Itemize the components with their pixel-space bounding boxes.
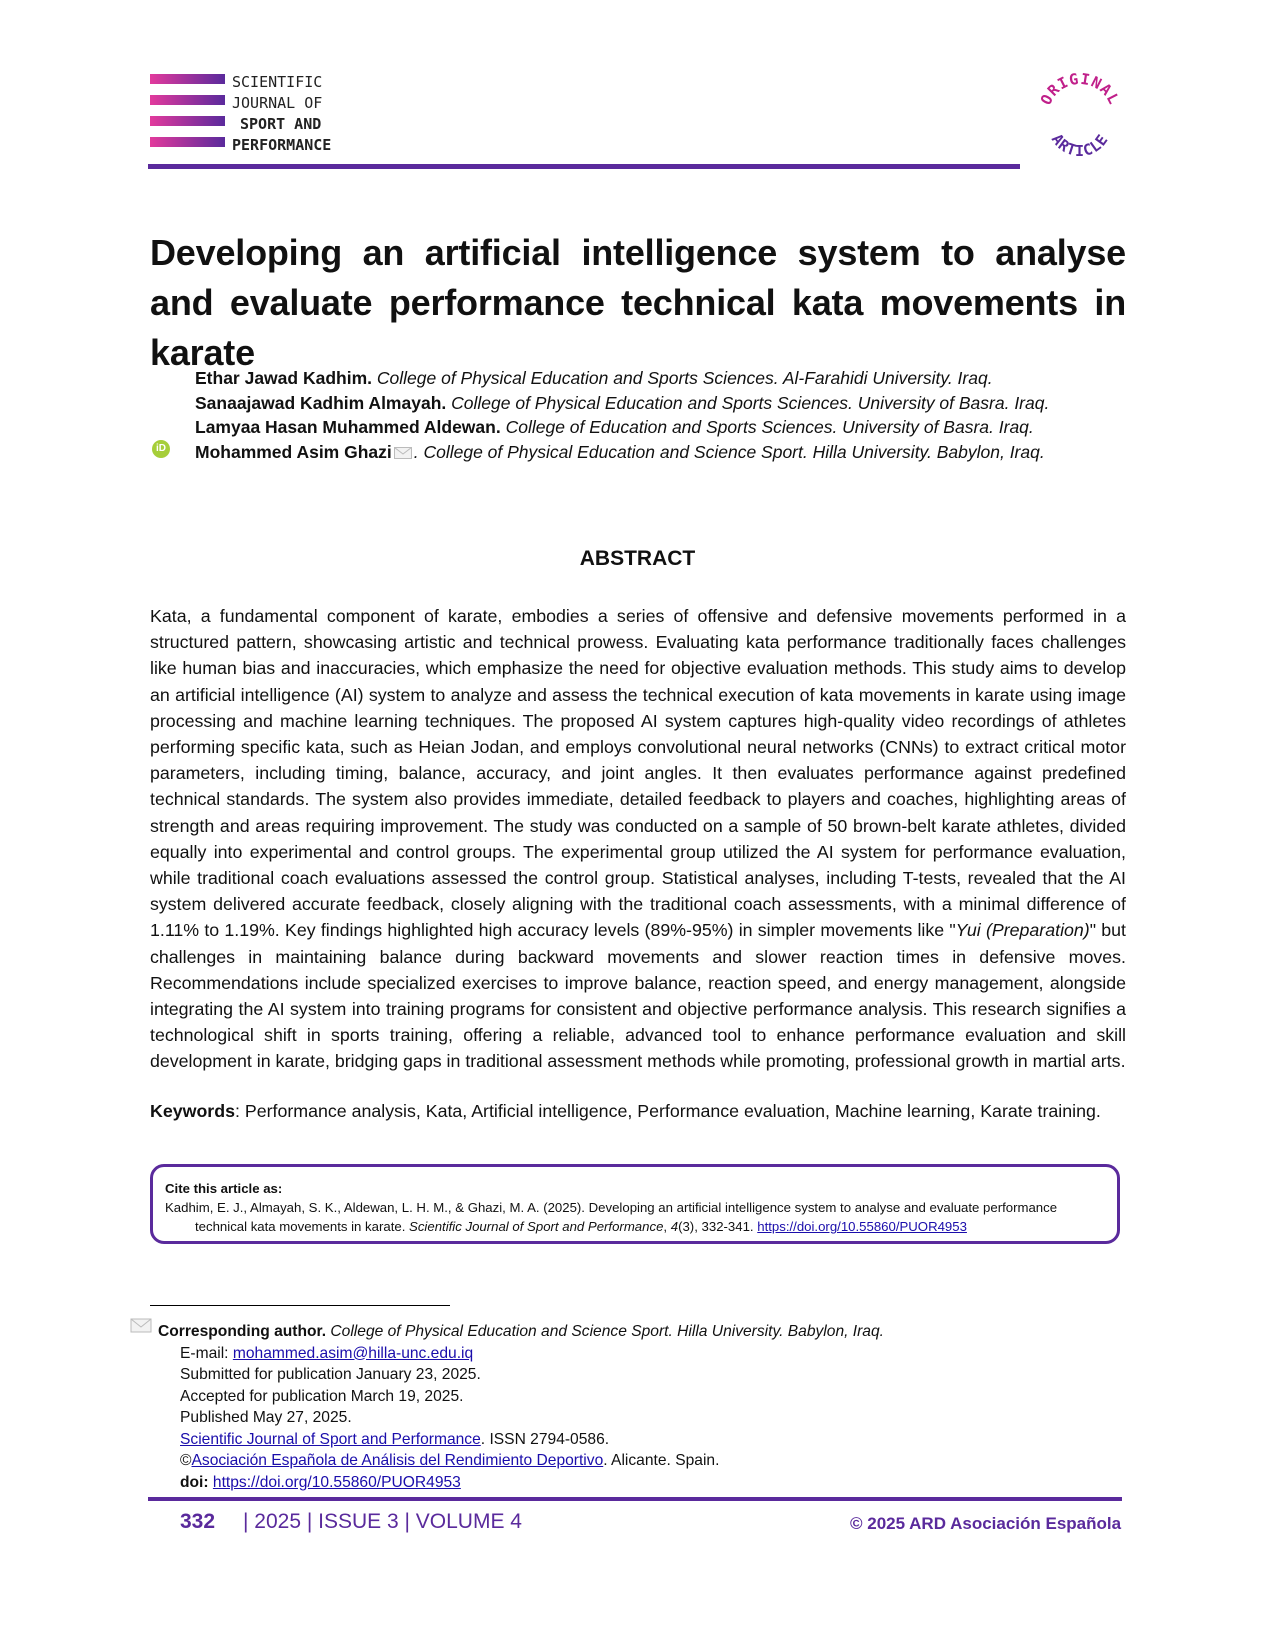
- society-line: [158, 1450, 1098, 1472]
- abstract-italic-term: Yui (Preparation): [955, 920, 1090, 941]
- footer-rule: [148, 1497, 1122, 1501]
- keywords-text: : Performance analysis, Kata, Artificial intelligence, Performance evaluation, Machine learning, Karate training.: [234, 1101, 1101, 1121]
- citation-sep: ,: [663, 1219, 671, 1234]
- svg-text:ARTICLE: [1048, 131, 1112, 160]
- author-affiliation: College of Physical Education and Sports Sciences. Al-Farahidi University. Iraq.: [376, 368, 993, 388]
- corresponding-author-line: [158, 1321, 1098, 1343]
- abstract-text: " but challenges in maintaining balance during backward movements and slower reaction times in defensive moves. Recommendations include specialized exercises to improve balance, reaction speed, and energy management, alongside integrating the AI system into training programs for consistent and objective performance analysis. This research signifies a technological shift in sports training, offering a reliable, advanced tool to enhance performance evaluation and skill development in karate, bridging gaps in traditional assessment methods while promoting, professional growth in martial arts.: [150, 920, 1126, 1072]
- citation-journal: Scientific Journal of Sport and Performance: [409, 1219, 664, 1234]
- article-title: Developing an artificial intelligence system to analyse and evaluate performance technical kata movements in karate: [150, 232, 1126, 373]
- logo-line: PERFORMANCE: [232, 136, 332, 154]
- citation-text: [165, 1198, 1105, 1236]
- logo-line: JOURNAL OF: [232, 94, 323, 112]
- email-line: [158, 1343, 1098, 1365]
- citation-box: [150, 1164, 1120, 1244]
- logo-line: SPORT AND: [240, 115, 322, 133]
- author-affiliation: College of Physical Education and Sports Sciences. University of Basra. Iraq.: [451, 392, 1050, 413]
- author-name: Mohammed Asim Ghazi: [195, 441, 392, 462]
- logo-line: SCIENTIFIC: [232, 73, 323, 91]
- citation-label: Cite this article as:: [165, 1181, 283, 1196]
- journal-link[interactable]: Scientific Journal of Sport and Performance: [180, 1430, 481, 1448]
- page-number: 332: [180, 1510, 216, 1533]
- author-entry: [195, 440, 1095, 465]
- submitted-date: Submitted for publication January 23, 2025.: [180, 1366, 481, 1383]
- envelope-icon: [130, 1316, 152, 1334]
- journal-logo-text: [232, 72, 331, 156]
- badge-bottom-text: ARTICLE: [1047, 130, 1113, 160]
- email-label: E-mail:: [180, 1344, 233, 1362]
- issn-text: . ISSN 2794-0586.: [480, 1430, 610, 1448]
- citation-pages: (3), 332-341.: [678, 1219, 758, 1234]
- citation-doi-link[interactable]: https://doi.org/10.55860/PUOR4953: [757, 1219, 967, 1234]
- accepted-date: Accepted for publication March 19, 2025.: [180, 1387, 464, 1405]
- keywords-label: Keywords: [150, 1101, 235, 1121]
- location-text: . Alicante. Spain.: [603, 1452, 720, 1469]
- logo-bar: [150, 74, 225, 84]
- orcid-icon[interactable]: iD: [152, 440, 170, 458]
- original-article-badge: [1030, 66, 1130, 166]
- header-rule: [148, 164, 1020, 169]
- copyright-symbol: ©: [180, 1452, 192, 1469]
- issue-info: | 2025 | ISSUE 3 | VOLUME 4: [243, 1510, 522, 1533]
- badge-top-text: ORIGINAL: [1036, 69, 1124, 108]
- author-entry: [195, 366, 1095, 391]
- doi-link[interactable]: https://doi.org/10.55860/PUOR4953: [212, 1473, 461, 1491]
- citation-volume: 4: [670, 1219, 679, 1234]
- svg-text:ORIGINAL: [1037, 70, 1124, 108]
- logo-bar: [150, 116, 225, 126]
- journal-issn-line: [158, 1429, 1098, 1451]
- author-entry: [195, 391, 1095, 416]
- citation-body: Kadhim, E. J., Almayah, S. K., Aldewan, L. H. M., & Ghazi, M. A. (2025). Developing an artificial intelligence system to analyse and evaluate performance technical kata movements in karate.: [165, 1200, 1058, 1234]
- doi-label: doi:: [180, 1473, 213, 1491]
- keywords: [150, 1098, 1126, 1124]
- envelope-icon: [394, 447, 412, 459]
- corresponding-label: Corresponding author.: [158, 1323, 327, 1340]
- author-list: [195, 366, 1095, 464]
- email-link[interactable]: mohammed.asim@hilla-unc.edu.iq: [232, 1344, 474, 1362]
- published-date: Published May 27, 2025.: [180, 1409, 352, 1426]
- author-name: Ethar Jawad Kadhim.: [195, 368, 372, 388]
- author-affiliation: . College of Physical Education and Science Sport. Hilla University. Babylon, Iraq.: [413, 441, 1045, 462]
- logo-bar: [150, 137, 225, 147]
- abstract-body: [150, 603, 1126, 1075]
- author-name: Sanaajawad Kadhim Almayah.: [195, 392, 447, 413]
- abstract-text: Kata, a fundamental component of karate, embodies a series of offensive and defensive movements performed in a structured pattern, showcasing artistic and technical prowess. Evaluating kata performance traditionally faces challenges like human bias and inaccuracies, which emphasize the need for objective evaluation methods. This study aims to develop an artificial intelligence (AI) system to analyze and assess the technical execution of kata movements in karate using image processing and machine learning techniques. The proposed AI system captures high-quality video recordings of athletes performing specific kata, such as Heian Jodan, and employs convolutional neural networks (CNNs) to extract critical motor parameters, including timing, balance, accuracy, and joint angles. It then evaluates performance against predefined technical standards. The system also provides immediate, detailed feedback to players and coaches, highlighting areas of strength and areas requiring improvement. The study was conducted on a sample of 50 brown-belt karate athletes, divided equally into experimental and control groups. The experimental group utilized the AI system for performance evaluation, while traditional coach evaluations assessed the control group. Statistical analyses, including T-tests, revealed that the AI system delivered accurate feedback, closely aligning with the traditional coach assessments, with a minimal difference of 1.11% to 1.19%. Key findings highlighted high accuracy levels (89%-95%) in simpler movements like ": [150, 606, 1126, 941]
- journal-logo-bars: [150, 74, 225, 158]
- doi-line: [158, 1472, 1098, 1494]
- footer-copyright: © 2025 ARD Asociación Española: [850, 1514, 1122, 1533]
- abstract-heading: ABSTRACT: [579, 547, 696, 570]
- footnote-rule: [150, 1305, 450, 1306]
- logo-bar: [150, 95, 225, 105]
- corresponding-affiliation: College of Physical Education and Science Sport. Hilla University. Babylon, Iraq.: [326, 1323, 884, 1340]
- footnote: [158, 1321, 1098, 1493]
- society-link[interactable]: Asociación Española de Análisis del Rendimiento Deportivo: [191, 1452, 604, 1469]
- author-entry: [195, 415, 1095, 440]
- author-affiliation: College of Education and Sports Sciences. University of Basra. Iraq.: [505, 417, 1034, 437]
- author-name: Lamyaa Hasan Muhammed Aldewan.: [195, 417, 501, 437]
